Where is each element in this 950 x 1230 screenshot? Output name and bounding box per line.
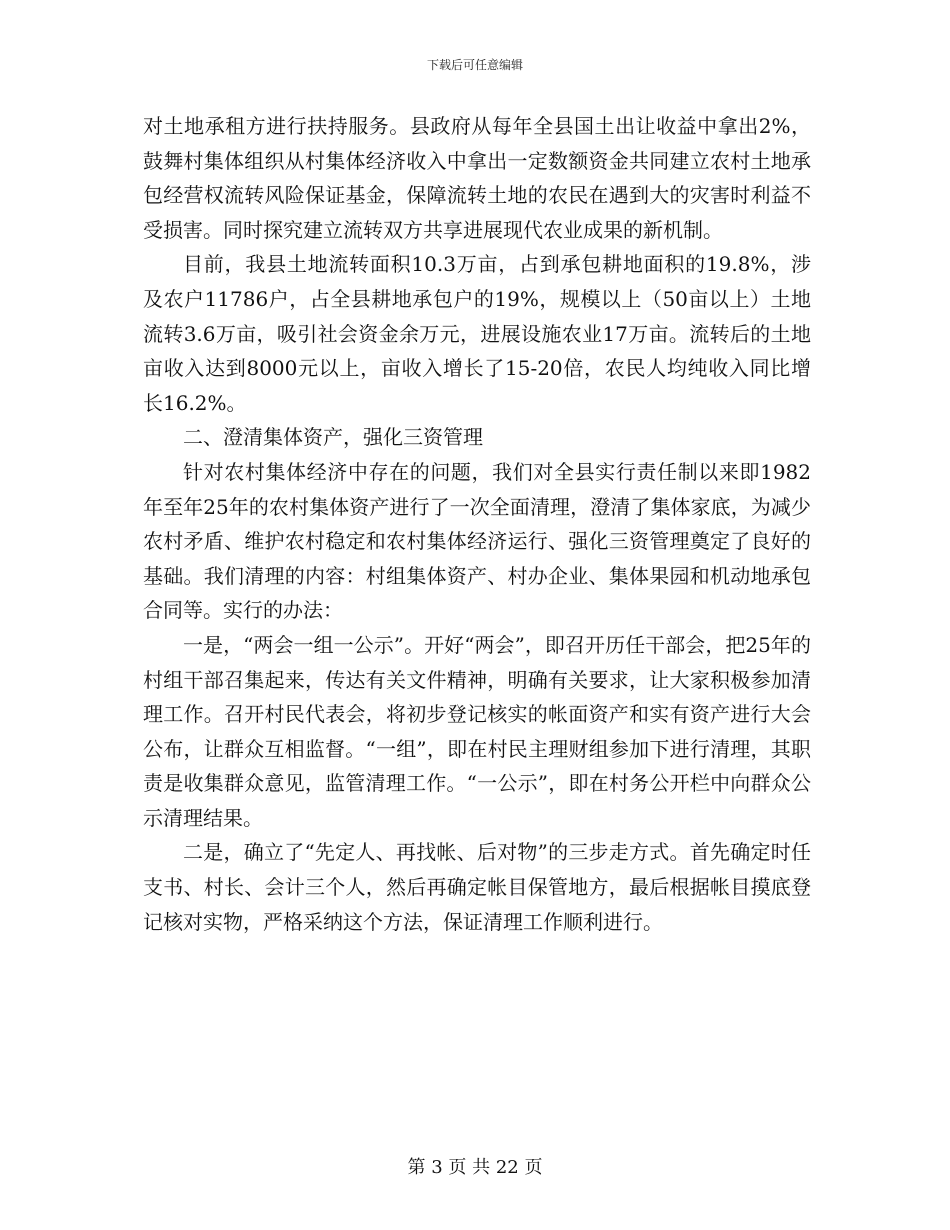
paragraph-asset-cleanup: 针对农村集体经济中存在的问题，我们对全县实行责任制以来即1982年至年25年的农村集体资产进行了一次全面清理，澄清了集体家底，为减少农村矛盾、维护农村稳定和农村集体经济运行、强化三资管理奠定了良好的基础。我们清理的内容：村组集体资产、村办企业、集体果园和机动地承包合同等。实行的办法： <box>143 459 811 623</box>
paragraph-method-one: 一是，“两会一组一公示”。开好“两会”，即召开历任干部会，把25年的村组干部召集起来，传达有关文件精神，明确有关要求，让大家积极参加清理工作。召开村民代表会，将初步登记核实的帐面资产和实有资产进行大会公布，让群众互相监督。“一组”，即在村民主理财组参加下进行清理，其职责是收集群众意见，监管清理工作。“一公示”，即在村务公开栏中向群众公示清理结果。 <box>143 632 811 830</box>
paragraph-land-transfer-stats: 目前，我县土地流转面积10.3万亩，占到承包耕地面积的19.8%，涉及农户11786户，占全县耕地承包户的19%，规模以上（50亩以上）土地流转3.6万亩，吸引社会资金余万元，进展设施农业17万亩。流转后的土地亩收入达到8000元以上，亩收入增长了15-20倍，农民人均纯收入同比增长16.2%。 <box>143 252 811 415</box>
paragraph-continuation: 对土地承租方进行扶持服务。县政府从每年全县国土出让收益中拿出2%，鼓舞村集体组织从村集体经济收入中拿出一定数额资金共同建立农村土地承包经营权流转风险保证基金，保障流转土地的农民在遇到大的灾害时利益不受损害。同时探究建立流转双方共享进展现代农业成果的新机制。 <box>143 114 811 242</box>
page-footer: 第 3 页 共 22 页 <box>407 1157 543 1178</box>
document-body <box>143 109 811 939</box>
section-heading: 二、澄清集体资产，强化三资管理 <box>183 425 483 450</box>
page-header: 下载后可任意编辑 <box>426 58 523 72</box>
paragraph-method-two: 二是，确立了“先定人、再找帐、后对物”的三步走方式。首先确定时任支书、村长、会计三个人，然后再确定帐目保管地方，最后根据帐目摸底登记核对实物，严格采纳这个方法，保证清理工作顺利进行。 <box>143 840 811 934</box>
